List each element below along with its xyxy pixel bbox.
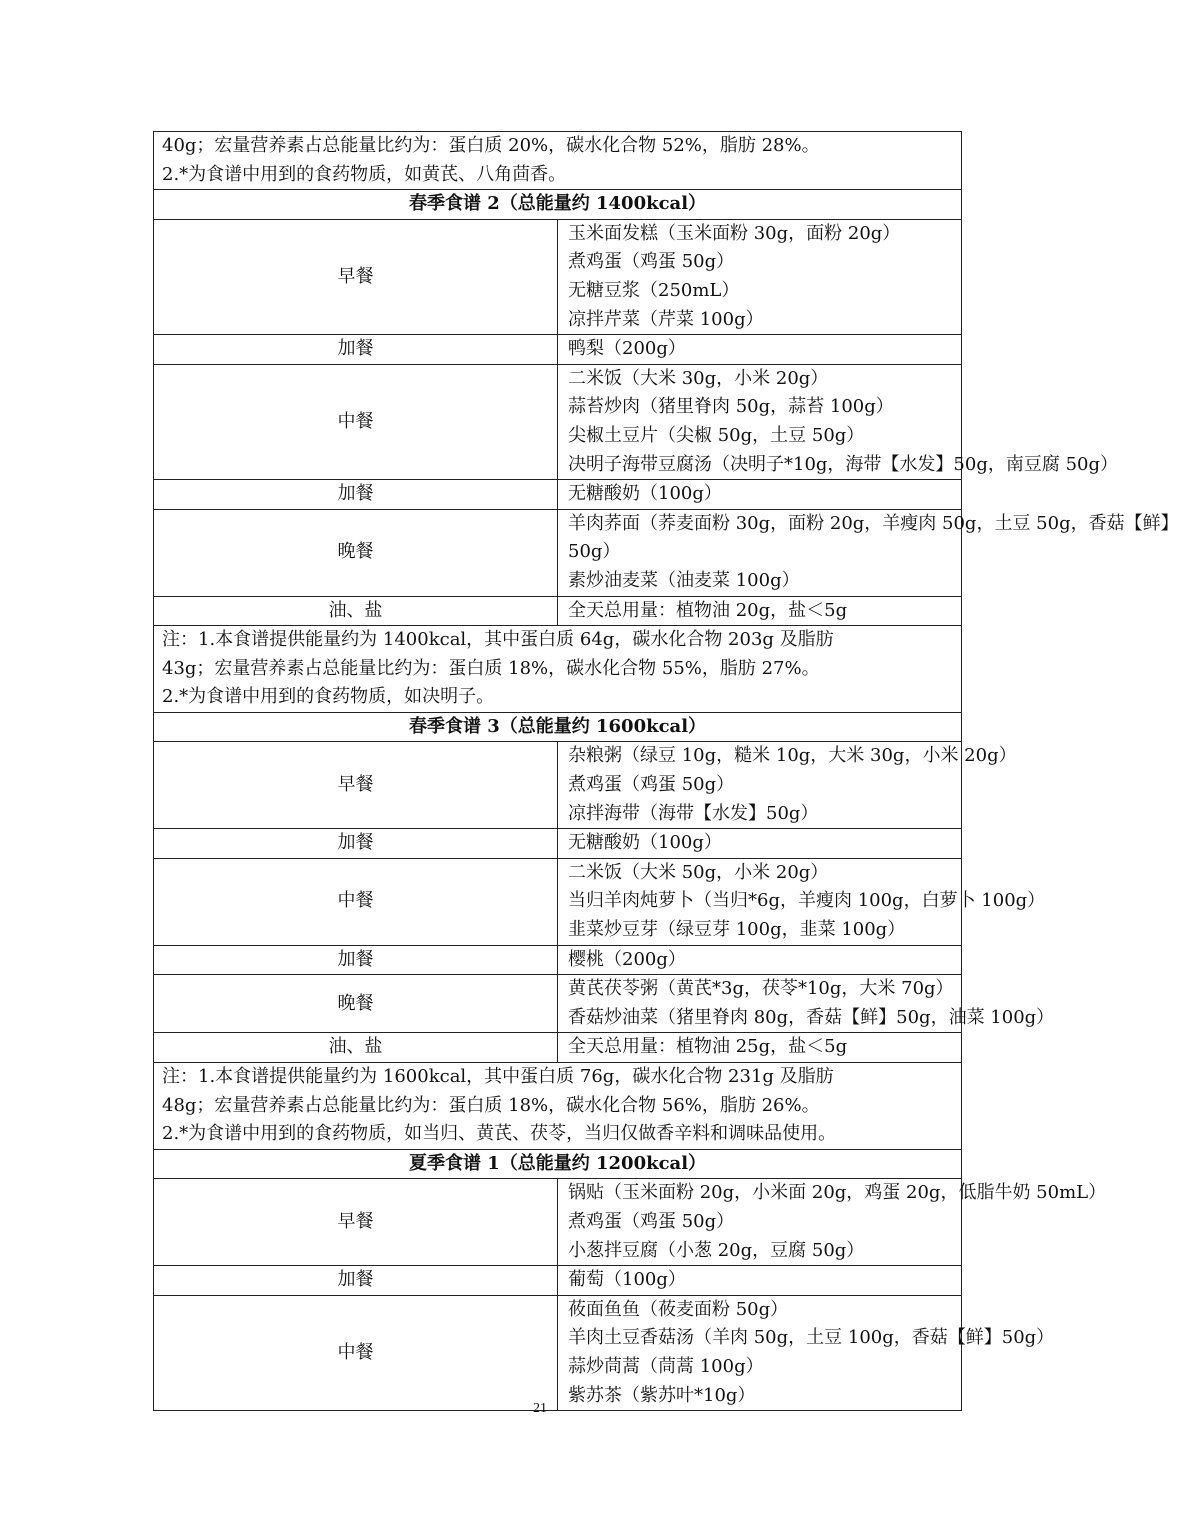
meal-items bbox=[558, 1033, 962, 1063]
meal-label: 早餐 bbox=[154, 1179, 558, 1266]
meal-items bbox=[558, 480, 962, 510]
recipe-note bbox=[154, 626, 962, 713]
meal-row bbox=[154, 945, 962, 975]
meal-item: 莜面鱼鱼（莜麦面粉 50g） bbox=[568, 1298, 789, 1320]
meal-row bbox=[154, 335, 962, 365]
meal-items bbox=[558, 945, 962, 975]
meal-item: 杂粮粥（绿豆 10g，糙米 10g，大米 30g，小米 20g） bbox=[568, 745, 1017, 767]
meal-row bbox=[154, 1295, 962, 1410]
meal-items bbox=[558, 335, 962, 365]
meal-row bbox=[154, 509, 962, 596]
meal-items bbox=[558, 829, 962, 859]
recipe-note-row bbox=[154, 1063, 962, 1150]
meal-row bbox=[154, 596, 962, 626]
note-line: 注：1.本食谱提供能量约为 1600kcal，其中蛋白质 76g，碳水化合物 231g 及脂肪 bbox=[162, 1066, 834, 1087]
meal-item: 葡萄（100g） bbox=[568, 1269, 686, 1291]
meal-label: 晚餐 bbox=[154, 509, 558, 596]
note-line: 2.*为食谱中用到的食药物质，如黄芪、八角茴香。 bbox=[162, 163, 567, 185]
top-note bbox=[154, 132, 962, 190]
meal-item: 小葱拌豆腐（小葱 20g，豆腐 50g） bbox=[568, 1239, 865, 1261]
meal-label: 油、盐 bbox=[154, 596, 558, 626]
meal-items bbox=[558, 596, 962, 626]
note-line: 43g；宏量营养素占总能量比约为：蛋白质 18%，碳水化合物 55%，脂肪 27%。 bbox=[162, 657, 820, 679]
recipe-title-row bbox=[154, 712, 962, 742]
meal-item: 无糖豆浆（250mL） bbox=[568, 279, 740, 301]
meal-item: 当归羊肉炖萝卜（当归*6g，羊瘦肉 100g，白萝卜 100g） bbox=[568, 890, 1046, 912]
meal-item: 煮鸡蛋（鸡蛋 50g） bbox=[568, 1210, 735, 1232]
meal-item: 玉米面发糕（玉米面粉 30g，面粉 20g） bbox=[568, 222, 901, 244]
meal-item: 50g） bbox=[568, 541, 621, 563]
meal-row bbox=[154, 1033, 962, 1063]
meal-item: 煮鸡蛋（鸡蛋 50g） bbox=[568, 774, 735, 796]
meal-label: 晚餐 bbox=[154, 975, 558, 1033]
recipe-title-row bbox=[154, 1149, 962, 1179]
meal-label: 早餐 bbox=[154, 219, 558, 334]
meal-item: 锅贴（玉米面粉 20g，小米面 20g，鸡蛋 20g，低脂牛奶 50mL） bbox=[568, 1182, 1107, 1204]
meal-item: 凉拌芹菜（芹菜 100g） bbox=[568, 308, 764, 330]
note-line: 2.*为食谱中用到的食药物质，如决明子。 bbox=[162, 686, 495, 708]
meal-items bbox=[558, 1179, 1107, 1266]
meal-label: 中餐 bbox=[154, 1295, 558, 1410]
meal-label: 早餐 bbox=[154, 742, 558, 829]
meal-item: 二米饭（大米 50g，小米 20g） bbox=[568, 861, 829, 883]
meal-item: 蒜苔炒肉（猪里脊肉 50g，蒜苔 100g） bbox=[568, 396, 894, 418]
meal-item: 羊肉土豆香菇汤（羊肉 50g，土豆 100g，香菇【鲜】50g） bbox=[568, 1327, 1055, 1349]
meal-item: 紫苏茶（紫苏叶*10g） bbox=[568, 1384, 756, 1406]
meal-items bbox=[558, 858, 1046, 945]
meal-row bbox=[154, 975, 962, 1033]
meal-items bbox=[558, 219, 962, 334]
meal-label: 加餐 bbox=[154, 945, 558, 975]
meal-label: 加餐 bbox=[154, 480, 558, 510]
recipe-table bbox=[153, 131, 1179, 1411]
meal-row bbox=[154, 480, 962, 510]
meal-item: 决明子海带豆腐汤（决明子*10g，海带【水发】50g，南豆腐 50g） bbox=[568, 453, 1118, 475]
recipe-note bbox=[154, 1063, 962, 1150]
meal-item: 素炒油麦菜（油麦菜 100g） bbox=[568, 569, 800, 591]
meal-items bbox=[558, 742, 1017, 829]
meal-label: 加餐 bbox=[154, 1266, 558, 1296]
meal-row bbox=[154, 858, 962, 945]
note-line: 注：1.本食谱提供能量约为 1400kcal，其中蛋白质 64g，碳水化合物 203g 及脂肪 bbox=[162, 629, 834, 651]
meal-items bbox=[558, 364, 1118, 479]
meal-item: 香菇炒油菜（猪里脊肉 80g，香菇【鲜】50g，油菜 100g） bbox=[568, 1006, 1055, 1028]
meal-item: 羊肉荞面（荞麦面粉 30g，面粉 20g，羊瘦肉 50g，土豆 50g，香菇【鲜】 bbox=[568, 512, 1179, 534]
meal-row bbox=[154, 364, 962, 479]
meal-item: 无糖酸奶（100g） bbox=[568, 483, 722, 505]
meal-item: 无糖酸奶（100g） bbox=[568, 832, 722, 854]
recipe-title: 春季食谱 2（总能量约 1400kcal） bbox=[154, 190, 962, 220]
recipe-title: 春季食谱 3（总能量约 1600kcal） bbox=[154, 712, 962, 742]
meal-label: 中餐 bbox=[154, 364, 558, 479]
recipe-title-row bbox=[154, 190, 962, 220]
note-line: 40g；宏量营养素占总能量比约为：蛋白质 20%，碳水化合物 52%，脂肪 28%。 bbox=[162, 135, 820, 156]
meal-items bbox=[558, 975, 1055, 1033]
meal-item: 二米饭（大米 30g，小米 20g） bbox=[568, 367, 829, 389]
meal-item: 黄芪茯苓粥（黄芪*3g，茯苓*10g，大米 70g） bbox=[568, 978, 954, 1000]
page-number: 21 bbox=[533, 1401, 547, 1416]
meal-row bbox=[154, 1266, 962, 1296]
meal-label: 加餐 bbox=[154, 335, 558, 365]
meal-item: 全天总用量：植物油 20g，盐＜5g bbox=[568, 599, 848, 621]
meal-items bbox=[558, 1295, 1055, 1410]
meal-item: 全天总用量：植物油 25g，盐＜5g bbox=[568, 1036, 848, 1058]
recipe-note-row bbox=[154, 626, 962, 713]
meal-items bbox=[558, 1266, 962, 1296]
meal-row bbox=[154, 219, 962, 334]
meal-row bbox=[154, 742, 962, 829]
note-line: 48g；宏量营养素占总能量比约为：蛋白质 18%，碳水化合物 56%，脂肪 26%。 bbox=[162, 1094, 820, 1116]
meal-item: 樱桃（200g） bbox=[568, 948, 686, 970]
meal-item: 鸭梨（200g） bbox=[568, 338, 686, 360]
meal-item: 韭菜炒豆芽（绿豆芽 100g，韭菜 100g） bbox=[568, 919, 906, 941]
meal-item: 蒜炒茼蒿（茼蒿 100g） bbox=[568, 1355, 764, 1377]
recipe-title: 夏季食谱 1（总能量约 1200kcal） bbox=[154, 1149, 962, 1179]
meal-item: 凉拌海带（海带【水发】50g） bbox=[568, 802, 819, 824]
meal-label: 中餐 bbox=[154, 858, 558, 945]
meal-row bbox=[154, 829, 962, 859]
top-note-row bbox=[154, 132, 962, 190]
meal-label: 油、盐 bbox=[154, 1033, 558, 1063]
meal-item: 尖椒土豆片（尖椒 50g，土豆 50g） bbox=[568, 424, 865, 446]
meal-items bbox=[558, 509, 1179, 596]
note-line: 2.*为食谱中用到的食药物质，如当归、黄芪、茯苓，当归仅做香辛料和调味品使用。 bbox=[162, 1123, 837, 1145]
meal-row bbox=[154, 1179, 962, 1266]
meal-label: 加餐 bbox=[154, 829, 558, 859]
meal-item: 煮鸡蛋（鸡蛋 50g） bbox=[568, 251, 735, 273]
